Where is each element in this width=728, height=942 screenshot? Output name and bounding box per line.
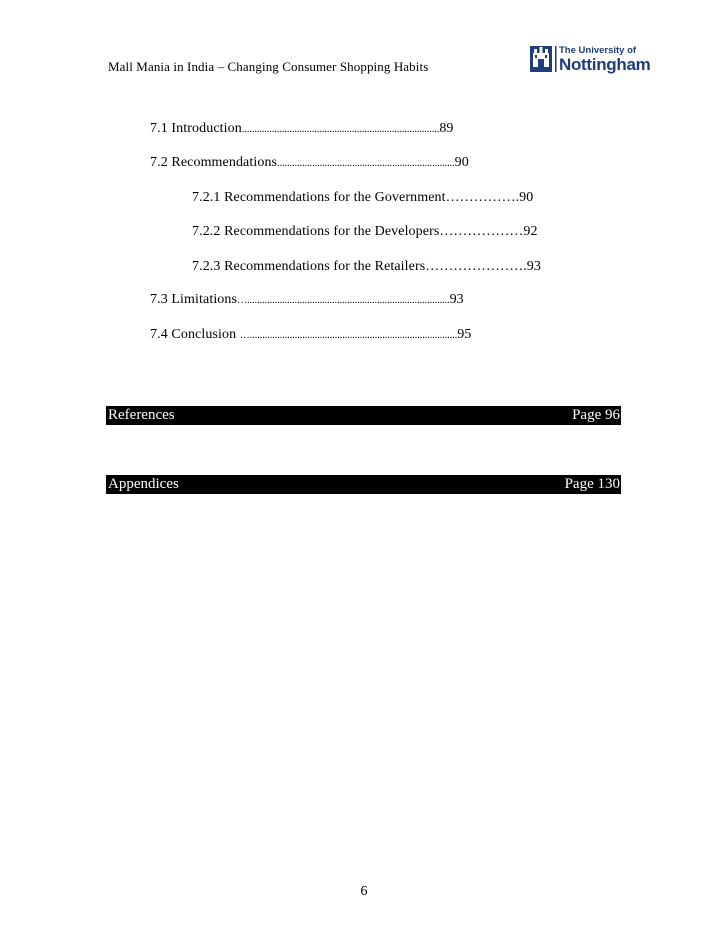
toc-page: 90: [454, 155, 469, 170]
toc-label: 7.2 Recommendations: [150, 155, 278, 170]
appendices-page: Page 130: [564, 476, 620, 492]
running-header-title: Mall Mania in India – Changing Consumer Shopping Habits: [108, 59, 429, 74]
toc-label: 7.1 Introduction: [150, 121, 242, 136]
toc-label: 7.2.1 Recommendations for the Government: [192, 190, 446, 205]
toc-leader: …...................................................................................: [239, 330, 458, 341]
page-number: 6: [360, 884, 368, 899]
appendices-label: Appendices: [108, 476, 179, 492]
toc-leader: ………………….: [425, 259, 527, 274]
toc-page: 90: [519, 190, 534, 205]
toc-page: 92: [523, 224, 538, 239]
toc-leader: .......................................................................: [277, 158, 455, 169]
toc-entry-7-2-2[interactable]: [192, 224, 538, 240]
references-label: References: [108, 407, 175, 423]
toc-label: 7.2.2 Recommendations for the Developers: [192, 224, 440, 239]
toc-leader: ………………: [439, 224, 524, 239]
toc-leader: …………….: [445, 190, 520, 205]
toc-entry-7-4[interactable]: [150, 327, 471, 343]
logo-text: [559, 45, 728, 75]
toc-label: 7.2.3 Recommendations for the Retailers: [192, 259, 426, 274]
toc-label: 7.3 Limitations: [150, 292, 238, 307]
toc-page: 93: [449, 292, 464, 307]
toc-page: 95: [457, 327, 472, 342]
appendices-section-bar[interactable]: [106, 475, 621, 494]
references-section-bar[interactable]: [106, 406, 621, 425]
toc-entry-7-2[interactable]: [150, 155, 469, 171]
toc-page: 89: [439, 121, 454, 136]
toc-leader: ...............................................................................: [241, 124, 440, 135]
toc-entry-7-2-3[interactable]: [192, 259, 541, 275]
logo-text-line1: The University of: [559, 45, 637, 56]
toc-page: 93: [526, 259, 541, 274]
toc-entry-7-2-1[interactable]: [192, 190, 533, 206]
toc-leader: ….................................................................................: [237, 295, 450, 306]
toc-entry-7-1[interactable]: [150, 121, 454, 137]
toc-label: 7.4 Conclusion: [150, 327, 240, 342]
references-page: Page 96: [572, 407, 620, 423]
toc-entry-7-3[interactable]: [150, 292, 464, 308]
logo-text-line2: Nottingham: [559, 55, 651, 74]
